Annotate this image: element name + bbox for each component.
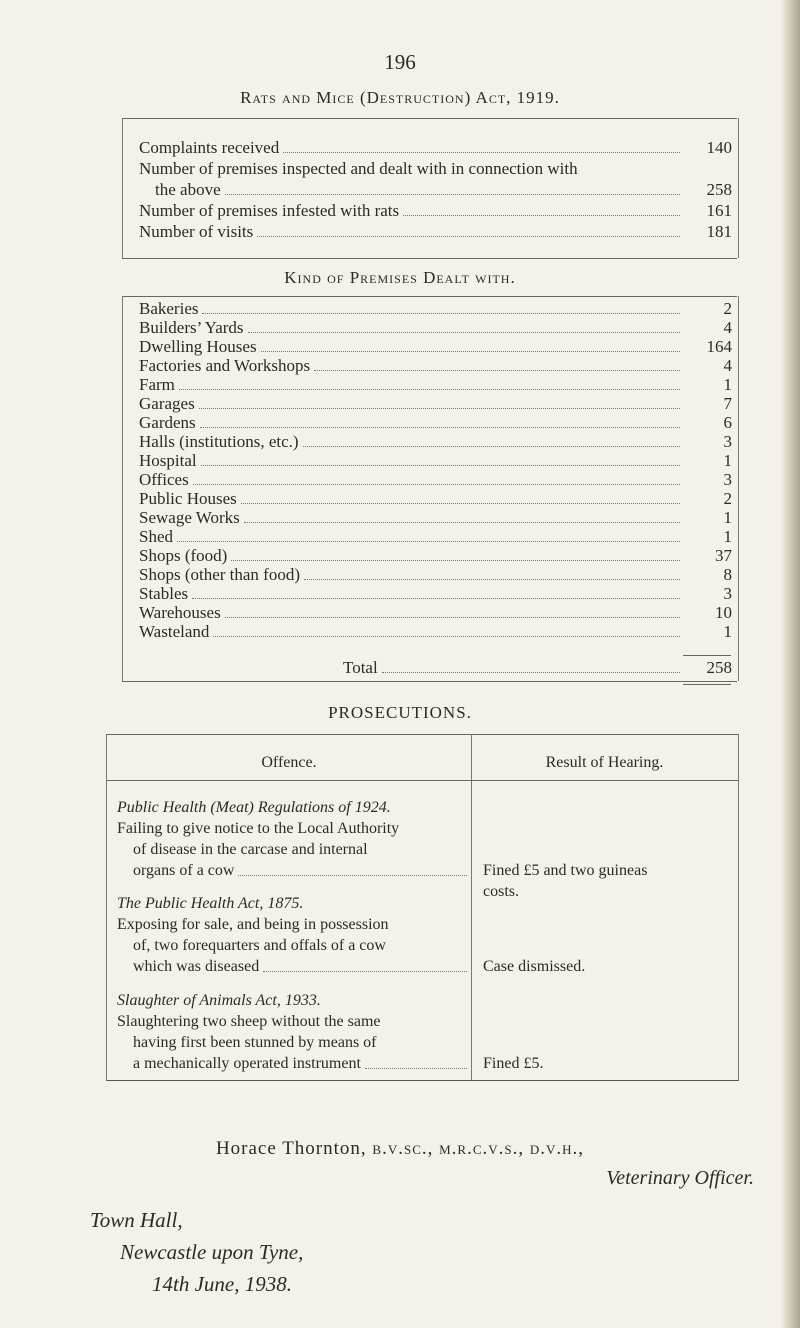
address-date: 14th June, 1938. [152,1272,292,1296]
case-offence: Slaughter of Animals Act, 1933. Slaughtering two sheep without the same having first been stunned by means of a mechanically operated instrument [117,990,469,1074]
premises-bottom-rule [122,681,737,682]
premises-row: Hospital 1 [139,451,732,470]
premises-row: Sewage Works 1 [139,508,732,527]
premises-row: Warehouses 10 [139,603,732,622]
premises-row: Halls (institutions, etc.) 3 [139,432,732,451]
premises-row: Shed 1 [139,527,732,546]
premises-row: Wasteland 1 [139,622,732,641]
premises-row: Stables 3 [139,584,732,603]
summary-row: the above 258 [155,180,732,199]
header-result: Result of Hearing. [545,754,664,771]
header-rule [107,780,738,781]
summary-row: Complaints received 140 [139,138,732,157]
case-result: Case dismissed. [483,958,586,975]
premises-row: Public Houses 2 [139,489,732,508]
premises-row: Garages 7 [139,394,732,413]
summary-row: Number of premises infested with rats 161 [139,201,732,220]
premises-row: Dwelling Houses 164 [139,337,732,356]
signatory-name: Horace Thornton, [215,1138,367,1159]
premises-row: Builders’ Yards 4 [139,318,732,337]
prosecutions-title: PROSECUTIONS. [328,703,472,722]
premises-row: Shops (food) 37 [139,546,732,565]
summary-row: Number of premises inspected and dealt with in connection with [139,159,578,178]
case-result: Fined £5. [483,1055,544,1072]
case-result: Fined £5 and two guineas costs. [483,862,648,900]
prosecutions-table [106,734,739,1081]
premises-section-title: Kind of Premises Dealt with. [284,268,516,287]
premises-row: Shops (other than food) 8 [139,565,732,584]
total-row: Total 258 [343,658,732,677]
signatory-qualifications: b.v.sc., m.r.c.v.s., d.v.h., [372,1138,585,1159]
address-line-2: Newcastle upon Tyne, [120,1240,304,1264]
column-divider [471,734,472,1080]
premises-row: Gardens 6 [139,413,732,432]
summary-bottom-rule [122,258,737,259]
page-number: 196 [384,50,416,74]
page-edge-shadow [780,0,800,1328]
summary-box [122,118,739,258]
header-offence: Offence. [261,754,317,771]
premises-box [122,296,739,681]
address-line-1: Town Hall, [90,1208,183,1232]
premises-row: Bakeries 2 [139,299,732,318]
total-bottom-rule [683,684,731,685]
total-top-rule [683,655,731,656]
table-top-rule [107,734,738,735]
signatory-role: Veterinary Officer. [606,1167,754,1189]
premises-row: Offices 3 [139,470,732,489]
summary-row: Number of visits 181 [139,222,732,241]
signature-line [0,1138,800,1160]
case-offence: The Public Health Act, 1875. Exposing for sale, and being in possession of, two forequarters and offals of a cow which was diseased [117,893,469,977]
case-offence: Public Health (Meat) Regulations of 1924. Failing to give notice to the Local Authority of disease in the carcase and internal organs of a cow [117,797,469,881]
page-title: Rats and Mice (Destruction) Act, 1919. [240,88,560,107]
premises-row: Factories and Workshops 4 [139,356,732,375]
premises-row: Farm 1 [139,375,732,394]
